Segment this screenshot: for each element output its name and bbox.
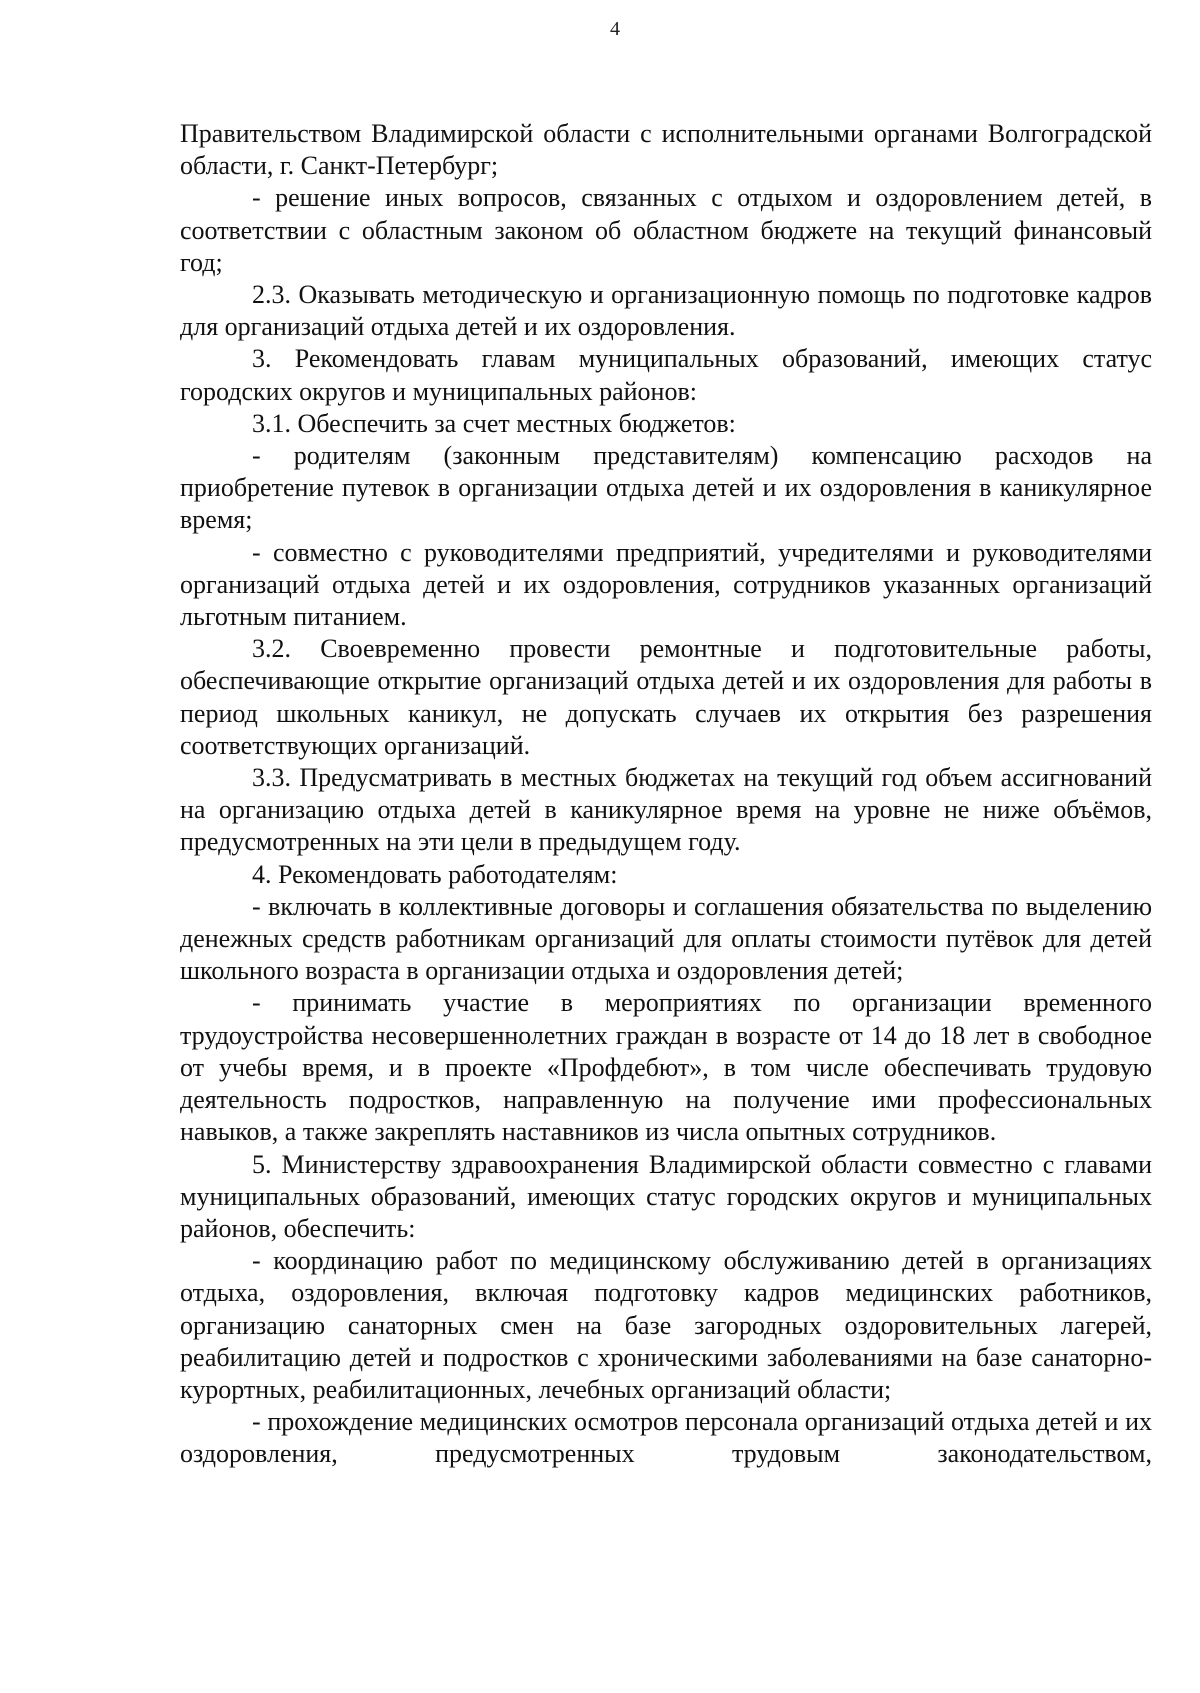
paragraph: 3. Рекомендовать главам муниципальных образований, имеющих статус городских округов и муниципальных районов: bbox=[180, 344, 1152, 406]
paragraph: - родителям (законным представителям) компенсацию расходов на приобретение путевок в организации отдыха детей и их оздоровления в каникулярное время; bbox=[180, 441, 1152, 535]
paragraph: - прохождение медицинских осмотров персонала организаций отдыха детей и их оздоровления, предусмотренных трудовым законодательством, bbox=[180, 1407, 1152, 1469]
paragraph: 3.1. Обеспечить за счет местных бюджетов: bbox=[252, 408, 736, 438]
paragraph: 3.2. Своевременно провести ремонтные и подготовительные работы, обеспечивающие открытие организаций отдыха детей и их оздоровления для работы в период школьных каникул, не допускать случаев их открытия без разрешения соответствующих организаций. bbox=[180, 634, 1152, 760]
paragraph: - совместно с руководителями предприятий, учредителями и руководителями организаций отдыха детей и их оздоровления, сотрудников указанных организаций льготным питанием. bbox=[180, 537, 1152, 632]
paragraph: - принимать участие в мероприятиях по организации временного трудоустройства несовершеннолетних граждан в возрасте от 14 до 18 лет в свободное от учебы время, и в проекте «Профдебют», в том числе обеспечивать трудовую деятельность подростков, направленную на получение ими профессиональных навыков, а также закреплять наставников из числа опытных сотрудников. bbox=[180, 988, 1152, 1147]
paragraph: 2.3. Оказывать методическую и организационную помощь по подготовке кадров для организаций отдыха детей и их оздоровления. bbox=[180, 280, 1152, 342]
paragraph: Правительством Владимирской области с исполнительными органами Волгоградской области, г. Санкт-Петербург; bbox=[180, 119, 1152, 181]
document-body bbox=[180, 118, 1152, 1471]
paragraph: 4. Рекомендовать работодателям: bbox=[252, 859, 618, 889]
paragraph: 3.3. Предусматривать в местных бюджетах на текущий год объем ассигнований на организацию отдыха детей в каникулярное время на уровне не ниже объёмов, предусмотренных на эти цели в предыдущем году. bbox=[180, 763, 1152, 857]
paragraph: 5. Министерству здравоохранения Владимирской области совместно с главами муниципальных образований, имеющих статус городских округов и муниципальных районов, обеспечить: bbox=[180, 1149, 1152, 1243]
paragraph: - включать в коллективные договоры и соглашения обязательства по выделению денежных средств работникам организаций для оплаты стоимости путёвок для детей школьного возраста в организации отдыха и оздоровления детей; bbox=[180, 891, 1152, 986]
paragraph: - координацию работ по медицинскому обслуживанию детей в организациях отдыха, оздоровления, включая подготовку кадров медицинских работников, организацию санаторных смен на базе загородных оздоровительных лагерей, реабилитацию детей и подростков с хроническими заболеваниями на базе санаторно-курортных, реабилитационных, лечебных организаций области; bbox=[180, 1246, 1152, 1404]
paragraph: - решение иных вопросов, связанных с отдыхом и оздоровлением детей, в соответствии с областным законом об областном бюджете на текущий финансовый год; bbox=[180, 183, 1152, 277]
page-number: 4 bbox=[610, 18, 620, 40]
